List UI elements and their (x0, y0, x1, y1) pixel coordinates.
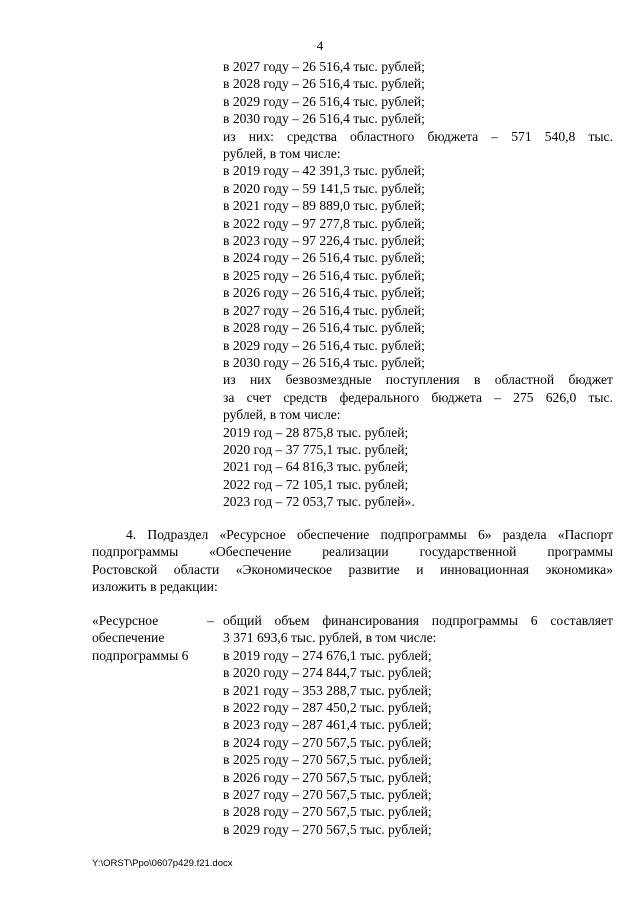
total-funding-amount: 3 371 693,6 тыс. рублей, в том числе: (223, 630, 437, 646)
resource-label-line: обеспечение (92, 630, 165, 646)
subprogram-year-line: в 2023 году – 287 461,4 тыс. рублей; (223, 717, 432, 733)
regional-funding-line: в 2022 году – 97 277,8 тыс. рублей; (223, 215, 425, 231)
paragraph-line: изложить в редакции: (92, 579, 218, 595)
federal-funding-line: 2021 год – 64 816,3 тыс. рублей; (223, 459, 409, 475)
amendment-paragraph (92, 526, 613, 596)
regional-funding-line: в 2024 году – 26 516,4 тыс. рублей; (223, 250, 425, 266)
paragraph-line: подпрограммы «Обеспечение реализации государственной программы (92, 544, 613, 560)
subprogram-year-line: в 2024 году – 270 567,5 тыс. рублей; (223, 734, 432, 750)
label-dash: – (207, 613, 214, 628)
subprogram-year-line: в 2019 году – 274 676,1 тыс. рублей; (223, 647, 432, 663)
funding-line: в 2027 году – 26 516,4 тыс. рублей; (223, 59, 425, 74)
funding-continuation-block (223, 58, 613, 511)
subprogram-year-line: в 2029 году – 270 567,5 тыс. рублей; (223, 821, 432, 837)
funding-line: в 2028 году – 26 516,4 тыс. рублей; (223, 76, 425, 92)
funding-line: в 2030 году – 26 516,4 тыс. рублей; (223, 111, 425, 127)
regional-budget-heading: из них: средства областного бюджета – 571 540,8 тыс. (223, 128, 613, 144)
subprogram-year-line: в 2026 году – 270 567,5 тыс. рублей; (223, 769, 432, 785)
regional-funding-line: в 2028 году – 26 516,4 тыс. рублей; (223, 320, 425, 336)
total-funding-line: общий объем финансирования подпрограммы 6 составляет (223, 613, 613, 628)
federal-funding-line: 2022 год – 72 105,1 тыс. рублей; (223, 476, 409, 492)
regional-funding-line: в 2027 году – 26 516,4 тыс. рублей; (223, 302, 425, 318)
federal-budget-heading: из них безвозмездные поступления в областной бюджет (223, 372, 613, 388)
paragraph-line: 4. Подраздел «Ресурсное обеспечение подпрограммы 6» раздела «Паспорт (126, 527, 613, 542)
page-number: 4 (316, 38, 324, 53)
regional-funding-line: в 2030 году – 26 516,4 тыс. рублей; (223, 354, 425, 370)
resource-label-line: «Ресурсное (92, 613, 159, 628)
subprogram6-funding-block (223, 612, 613, 838)
federal-funding-line: 2019 год – 28 875,8 тыс. рублей; (223, 424, 409, 440)
subprogram-year-line: в 2021 году – 353 288,7 тыс. рублей; (223, 682, 432, 698)
federal-budget-heading-cont: за счет средств федерального бюджета – 275 626,0 тыс. (223, 389, 613, 405)
subprogram-year-line: в 2025 году – 270 567,5 тыс. рублей; (223, 752, 432, 768)
federal-funding-line: 2023 год – 72 053,7 тыс. рублей». (223, 494, 415, 510)
file-path-footer: Y:\ORST\Ppo\0607p429.f21.docx (92, 858, 233, 869)
regional-budget-heading-cont: рублей, в том числе: (223, 146, 341, 162)
resource-label (92, 612, 212, 664)
regional-funding-line: в 2019 году – 42 391,3 тыс. рублей; (223, 163, 425, 179)
paragraph-line: Ростовской области «Экономическое развитие и инновационная экономика» (92, 561, 613, 577)
federal-budget-heading-end: рублей, в том числе: (223, 407, 341, 423)
regional-funding-line: в 2025 году – 26 516,4 тыс. рублей; (223, 267, 425, 283)
resource-label-line: подпрограммы 6 (92, 647, 189, 663)
subprogram-year-line: в 2020 году – 274 844,7 тыс. рублей; (223, 665, 432, 681)
regional-funding-line: в 2023 году – 97 226,4 тыс. рублей; (223, 233, 425, 249)
regional-funding-line: в 2029 году – 26 516,4 тыс. рублей; (223, 337, 425, 353)
subprogram-year-line: в 2027 году – 270 567,5 тыс. рублей; (223, 787, 432, 803)
regional-funding-line: в 2020 году – 59 141,5 тыс. рублей; (223, 180, 425, 196)
funding-line: в 2029 году – 26 516,4 тыс. рублей; (223, 93, 425, 109)
subprogram-year-line: в 2028 году – 270 567,5 тыс. рублей; (223, 804, 432, 820)
regional-funding-line: в 2026 году – 26 516,4 тыс. рублей; (223, 285, 425, 301)
subprogram-year-line: в 2022 году – 287 450,2 тыс. рублей; (223, 700, 432, 716)
federal-funding-line: 2020 год – 37 775,1 тыс. рублей; (223, 441, 409, 457)
regional-funding-line: в 2021 году – 89 889,0 тыс. рублей; (223, 198, 425, 214)
